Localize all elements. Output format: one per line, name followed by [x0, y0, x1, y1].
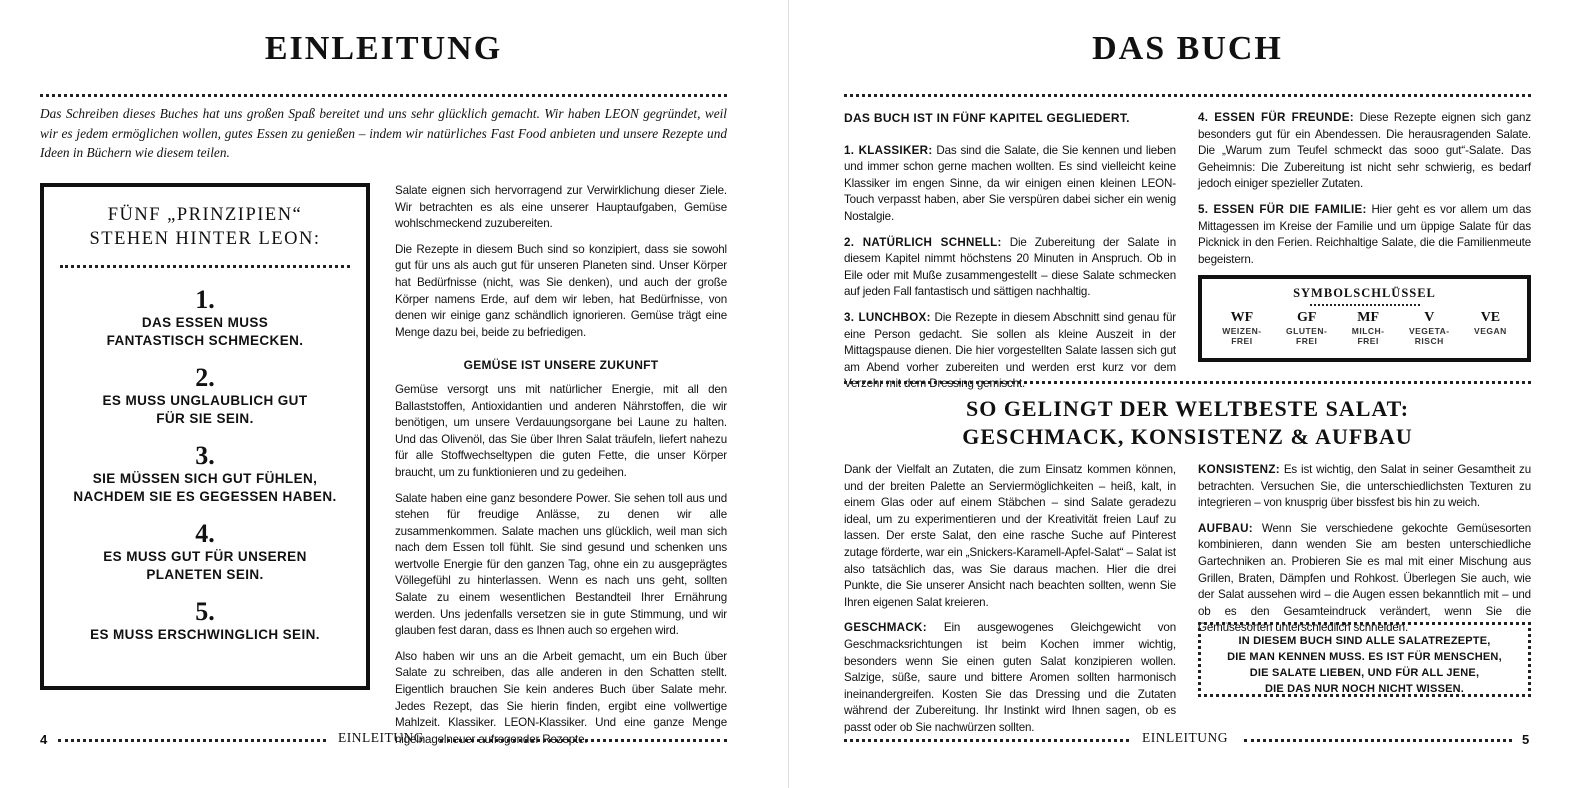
chapter-text: Hier geht es vor allem um das Mittagessen im Kreise der Familie und um üppige Salate für das Picknick in den Ferien. Reichhaltige Salate, die die Familienmeute begeistern.: [1198, 202, 1531, 266]
principle-number: 1.: [195, 285, 215, 314]
chapter-label: 1. KLASSIKER:: [844, 143, 933, 157]
section-title: [844, 395, 1531, 451]
symbol-gf: [1286, 310, 1327, 346]
symbol-code: WF: [1230, 310, 1254, 325]
principle-number: 3.: [195, 441, 215, 470]
paragraph: Also haben wir uns an die Arbeit gemacht, um ein Buch über Salate zu schreiben, das alle anderen in den Schatten stellt. Eigentlich brauchen Sie kein anderes Buch über Salate mehr. Jedes Rezept, das Sie hierin finden, ergibt eine vollwertige Mahlzeit. Klassiker. LEON-Klassiker. Und eine ganze Menge nigelnagelneuer aufregender Rezepte.: [395, 649, 727, 746]
chapter-item: [1198, 110, 1531, 193]
principle-number: 2.: [195, 363, 215, 392]
chapter-label: 5. ESSEN FÜR DIE FAMILIE:: [1198, 202, 1367, 216]
symbol-label: VEGETA-: [1408, 326, 1450, 336]
section-title-line: SO GELINGT DER WELTBESTE SALAT:: [965, 396, 1410, 421]
quote-line: IN DIESEM BUCH SIND ALLE SALATREZEPTE,: [1238, 635, 1491, 647]
principle: [44, 598, 366, 644]
paragraph: Dank der Vielfalt an Zutaten, die zum Einsatz kommen können, und der breiten Palette an Serviermöglichkeiten – heiß, kalt, in einem Glas oder auf einem Stäbchen – sind Salate geradezu ideal, um zu experimentieren und der Kreativität freien Lauf zu lassen. Der erste Salat, den eine rasche Suche auf Pinterest zutage förderte, war ein „Snickers-Karamell-Apfel-Salat“ – Salat ist also tatsächlich das, was Sie daraus machen. Hier die drei Punkte, die Sie unserer Ansicht nach beachten sollten, wenn Sie Ihren eigenen Salat kreieren.: [844, 463, 1176, 609]
principle: [44, 286, 366, 350]
page-number: 4: [40, 732, 48, 747]
quote-line: DIE MAN KENNEN MUSS. ES IST FÜR MENSCHEN,: [1227, 651, 1502, 663]
chapters-column-2: [1198, 110, 1531, 277]
running-head: EINLEITUNG: [338, 730, 424, 745]
chapter-text: Das sind die Salate, die Sie kennen und lieben und immer schon gerne machen wollten. Es sind vielleicht keine Klassiker im engen Sinne, da wir einigen einen kleinen LEON-Touch verpasst haben, aber Sie verspüren dabei sicher ein wenig Nostalgie.: [844, 143, 1176, 223]
symbol-label: RISCH: [1414, 336, 1444, 346]
paragraph: Salate haben eine ganz besondere Power. Sie sehen toll aus und stehen für freudige Anlässe, zu denen wir alle zusammenkommen. Salate machen uns glücklich, weil man sich nach dem Essen toll fühlt. Sie sind gesund und schenken uns wertvolle Energie für den ganzen Tag, ohne ein zu ausgeprägtes Völlegefühl zu hinterlassen. Wenn es nach uns geht, sollten Salate zu einem wesentlichen Bestandteil Ihrer Ernährung werden. Uns jedenfalls versetzen sie in gute Stimmung, und wir glauben fest daran, dass es Ihnen auch so ergehen wird.: [395, 491, 727, 638]
symbol-key-title: SYMBOLSCHLÜSSEL: [1293, 286, 1436, 300]
chapter-label: 3. LUNCHBOX:: [844, 310, 931, 324]
divider: [40, 94, 727, 97]
chapter-label: 4. ESSEN FÜR FREUNDE:: [1198, 111, 1354, 124]
intro-text: Das Schreiben dieses Buches hat uns großen Spaß bereitet und uns sehr glücklich gemacht. Wir haben LEON gegründet, weil wir es jedem ermöglichen wollen, gutes Essen zu genießen – indem wir natürliches Fast Food anbieten und unsere Rezepte und Ideen in Büchern wie diesem teilen.: [40, 106, 727, 160]
principle-number: 4.: [195, 519, 215, 548]
chapter-label: 2. NATÜRLICH SCHNELL:: [844, 235, 1002, 249]
symbol-label: FREI: [1296, 336, 1318, 346]
symbol-label: VEGAN: [1474, 326, 1507, 336]
divider: [440, 739, 727, 742]
section-title-line: GESCHMACK, KONSISTENZ & AUFBAU: [962, 424, 1413, 449]
chapter-item: [1198, 202, 1531, 268]
symbol-label: MILCH-: [1351, 326, 1385, 336]
divider: [844, 739, 1129, 742]
divider: [58, 739, 326, 742]
chapter-item: [844, 235, 1176, 301]
symbol-v: [1409, 310, 1450, 346]
principle: [44, 364, 366, 428]
symbol-label: WEIZEN-: [1222, 326, 1262, 336]
box-title-2: STEHEN HINTER LEON:: [89, 229, 321, 249]
quote-line: DIE SALATE LIEBEN, UND FÜR ALL JENE,: [1249, 667, 1480, 679]
chapter-text: Diese Rezepte eignen sich ganz besonders gut für ein Abendessen. Die herausragenden Salate. Die „Warum zum Teufel schmeckt das sooo gut“-Salate. Das Geheimnis: Die Zubereitung ist nicht sehr schwierig, es bedarf jedoch einiger spezieller Zutaten.: [1198, 111, 1531, 191]
tip-label: KONSISTENZ:: [1198, 463, 1280, 476]
divider: [60, 265, 350, 268]
symbol-mf: [1352, 310, 1385, 346]
tip-item: [844, 620, 1176, 736]
divider: [844, 381, 1531, 384]
paragraph: Die Rezepte in diesem Buch sind so konzipiert, dass sie sowohl gut für uns als auch gut für unseren Planeten sind. Unser Körper hat Bedürfnisse (nicht, was Sie denken), und auch der große Körper namens Erde, auf dem wir leben, hat Bedürfnisse, von denen wir einige ganz schändlich ignorieren. Gemüse trägt eine Menge dazu bei, beide zu befriedigen.: [395, 242, 727, 339]
subheading: GEMÜSE IST UNSERE ZUKUNFT: [463, 358, 659, 373]
principle: [44, 520, 366, 584]
symbol-label: FREI: [1231, 336, 1253, 346]
left-page: [0, 0, 787, 788]
principle-text: SIE MÜSSEN SICH GUT FÜHLEN,: [92, 471, 318, 486]
body-column: [395, 183, 727, 757]
principle-text: DAS ESSEN MUSS: [141, 315, 269, 330]
principle-text: FÜR SIE SEIN.: [156, 411, 254, 426]
chapter-item: [844, 143, 1176, 226]
principle-text: PLANETEN SEIN.: [146, 567, 264, 582]
running-head: EINLEITUNG: [1142, 730, 1228, 745]
chapter-text: Die Rezepte in diesem Abschnitt sind genau für eine Person gedacht. Sie sollen als kleine Auszeit in der Mittagspause dienen. Die hier vorgestellten Salate lassen sich gut am Abend vorher zubereiten und werden erst kurz vor dem Verzehr mit dem Dressing gemischt.: [844, 310, 1176, 391]
quote-line: DIE DAS NUR NOCH NICHT WISSEN.: [1264, 683, 1465, 695]
divider: [1244, 739, 1512, 742]
principle: [44, 442, 366, 506]
paragraph: Salate eignen sich hervorragend zur Verwirklichung dieser Ziele. Wir betrachten es als eine unserer Hauptaufgaben, Gemüse wohlschmeckend zuzubereiten.: [395, 184, 727, 231]
page-title: EINLEITUNG: [264, 30, 503, 67]
principles-box: [40, 183, 370, 690]
divider: [844, 94, 1531, 97]
symbol-wf: [1222, 310, 1261, 346]
page-number: 5: [1522, 732, 1530, 747]
chapters-heading: DAS BUCH IST IN FÜNF KAPITEL GEGLIEDERT.: [844, 111, 1130, 125]
principle-text: FANTASTISCH SCHMECKEN.: [106, 333, 304, 348]
symbol-code: V: [1424, 310, 1435, 325]
symbol-code: VE: [1480, 310, 1501, 325]
symbol-ve: [1474, 310, 1507, 346]
symbol-code: GF: [1296, 310, 1317, 325]
box-title-1: FÜNF „PRINZIPIEN“: [107, 205, 303, 225]
chapters-column-1: [844, 110, 1176, 402]
divider: [1310, 304, 1420, 306]
tip-item: [1198, 462, 1531, 512]
principle-text: NACHDEM SIE ES GEGESSEN HABEN.: [73, 489, 337, 504]
quote-box: [1198, 622, 1531, 697]
tip-text: Ein ausgewogenes Gleichgewicht von Geschmacksrichtungen ist beim Kochen immer wichtig, besonders wenn Sie einen guten Salat konzipieren wollen. Salzige, süße, saure und bittere Aromen sollten harmonisch ineinandergreifen. Kosten Sie das Dressing und die Zutaten während der Zubereitung. Ihr Instinkt wird Ihnen sagen, ob es passt oder ob Sie nachwürzen sollten.: [844, 621, 1176, 734]
tip-label: GESCHMACK:: [844, 621, 927, 635]
tip-item: [1198, 521, 1531, 637]
symbol-key-box: [1198, 275, 1531, 362]
right-page: [788, 0, 1575, 788]
tip-text: Wenn Sie verschiedene gekochte Gemüsesorten kombinieren, dann wenden Sie am besten unterschiedliche Gartechniken an. Probieren Sie es mal mit einer Mischung aus Grillen, Braten, Dämpfen und Rohkost. Überlegen Sie auch, wie der Salat aussehen wird – die Augen essen bekanntlich mit – und ob es den Gesamteindruck verändert, wenn Sie die Gemüsesorten unterschiedlich schneiden.: [1198, 521, 1531, 635]
symbol-code: MF: [1357, 310, 1380, 325]
tips-column-1: [844, 462, 1176, 746]
principle-text: ES MUSS UNGLAUBLICH GUT: [102, 393, 308, 408]
symbol-label: GLUTEN-: [1286, 326, 1328, 336]
principle-text: ES MUSS ERSCHWINGLICH SEIN.: [90, 627, 320, 642]
principle-number: 5.: [195, 597, 215, 626]
tip-text: Es ist wichtig, den Salat in seiner Gesamtheit zu betrachten. Versuchen Sie, die unterschiedlichsten Texturen zu integrieren – von knusprig über bissfest bis hin zu weich.: [1198, 463, 1531, 510]
symbol-label: FREI: [1357, 336, 1379, 346]
tip-label: AUFBAU:: [1198, 521, 1253, 535]
principle-text: ES MUSS GUT FÜR UNSEREN: [103, 549, 307, 564]
tips-column-2: [1198, 462, 1531, 646]
chapter-text: Die Zubereitung der Salate in diesem Kapitel nimmt höchstens 20 Minuten in Anspruch. Ob in Eile oder mit Muße zusammengestellt – diese Salate schmecken auf jeden Fall fantastisch und sättigen nachhaltig.: [844, 235, 1177, 299]
paragraph: Gemüse versorgt uns mit natürlicher Energie, mit all den Ballaststoffen, Antioxidantien und anderen Nährstoffen, die wir benötigen, um unsere Verdauungsorgane bei Laune zu halten. Und das Olivenöl, das Sie über Ihren Salat träufeln, liefert nahezu für alle Stoffwechseltypen die guten Fette, die unser Körper braucht, um zu funktionieren und zu gedeihen.: [395, 382, 727, 479]
page-title: DAS BUCH: [1092, 30, 1283, 67]
